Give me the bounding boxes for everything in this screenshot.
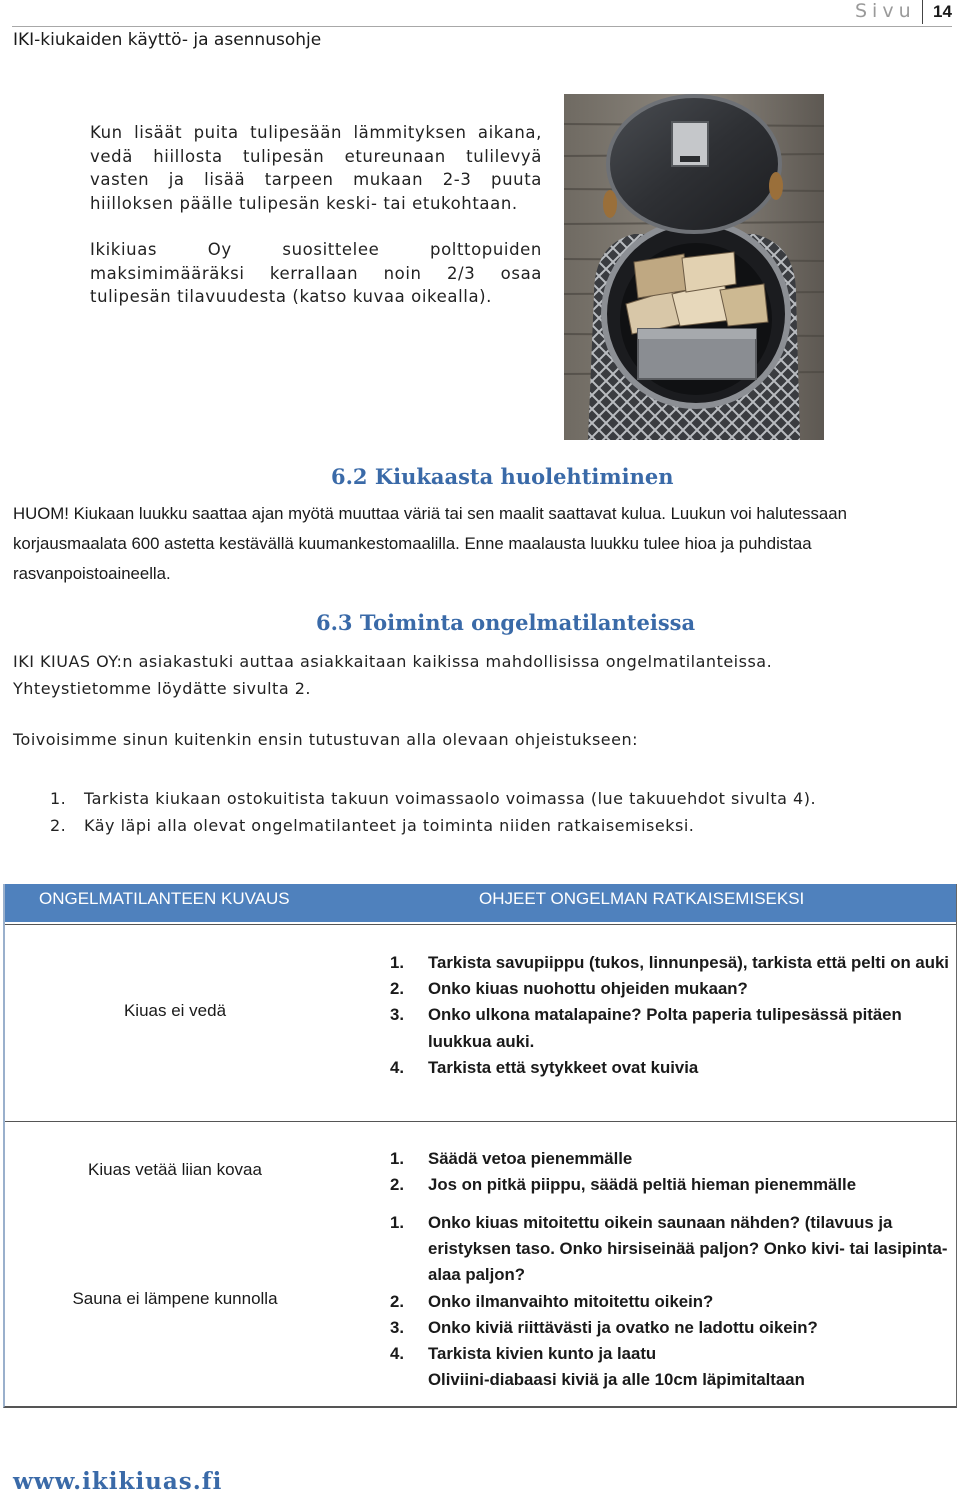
section-6-2-heading: 6.2 Kiukaasta huolehtiminen — [331, 464, 674, 489]
solution-text: Tarkista savupiippu (tukos, linnunpesä), tarkista että pelti on auki — [428, 953, 949, 972]
solution-text: Tarkista että sytykkeet ovat kuivia — [428, 1057, 699, 1077]
section-6-3-heading: 6.3 Toiminta ongelmatilanteissa — [316, 610, 696, 635]
solution-item — [390, 1210, 950, 1289]
solution-text: Onko kiuas nuohottu ohjeiden mukaan? — [428, 979, 748, 999]
solution-item — [390, 1367, 950, 1393]
instructions-intro: Toivoisimme sinun kuitenkin ensin tutustuvan alla olevaan ohjeistukseen: — [13, 730, 638, 749]
problem-cell: Kiuas ei vedä — [123, 1001, 227, 1020]
step-text: Käy läpi alla olevat ongelmatilanteet ja toiminta niiden ratkaisemiseksi. — [84, 816, 695, 835]
intro-paragraph-2: Ikikiuas Oy suosittelee polttopuiden maksimimääräksi kerrallaan noin 2/3 osaa tulipesän tilavuudesta (katso kuvaa oikealla). — [90, 240, 542, 306]
solution-item — [390, 1002, 950, 1054]
solution-text: Onko ulkona matalapaine? Polta paperia tulipesässä pitäen luukkua auki. — [428, 1005, 902, 1051]
intro-text — [90, 121, 542, 332]
solution-number: 1. — [390, 953, 404, 972]
step-text: Tarkista kiukaan ostokuitista takuun voimassaolo voimassa (lue takuuehdot sivulta 4). — [84, 789, 817, 808]
support-line-1: IKI KIUAS OY:n asiakastuki auttaa asiakkaitaan kaikissa mahdollisissa ongelmatilanteissa. — [13, 652, 773, 671]
solution-list — [390, 950, 950, 1081]
solution-item — [390, 1341, 950, 1367]
step-item — [13, 785, 816, 812]
solution-number: 2. — [390, 1291, 404, 1311]
solution-number: 3. — [390, 1005, 404, 1025]
steps-list — [13, 785, 816, 839]
intro-paragraph-1: Kun lisäät puita tulipesään lämmityksen aikana, vedä hiillosta tulipesän etureunaan tulilevyä vasten ja lisää tarpeen mukaan 2-3 puuta hiilloksen päälle tulipesän keski- tai etukohtaan. — [90, 123, 542, 213]
solution-number: 2. — [390, 1175, 404, 1195]
solution-number: 4. — [390, 1344, 404, 1364]
step-number: 2. — [50, 816, 67, 835]
column-header-solution: OHJEET ONGELMAN RATKAISEMISEKSI — [479, 889, 805, 908]
page-number: 14 — [922, 0, 960, 24]
solution-text: Oliviini-diabaasi kiviä ja alle 10cm läpimitaltaan — [428, 1370, 805, 1390]
page-label: Sivu — [855, 0, 916, 22]
solution-item — [390, 1172, 950, 1198]
support-line-2: Yhteystietomme löydätte sivulta 2. — [13, 679, 311, 698]
stove-photo — [564, 94, 824, 440]
section-6-2-text: HUOM! Kiukaan luukku saattaa ajan myötä muuttaa väriä tai sen maalit saattavat kulua. Luukun voi halutessaan korjausmaalata 600 astetta kestävällä kuumankestomaalilla. Enne maalausta luukku tulee hioa ja puhdistaa rasvanpoistoaineella. — [13, 504, 847, 583]
solution-number: 1. — [390, 1149, 404, 1168]
solution-item — [390, 1289, 950, 1315]
solution-text: Onko kiuas mitoitettu oikein saunaan nähden? (tilavuus ja eristyksen taso. Onko hirsiseinää paljon? Onko kivi- tai lasipinta-alaa paljon? — [428, 1213, 948, 1285]
solution-item — [390, 1315, 950, 1341]
solution-number: 4. — [390, 1057, 404, 1077]
solution-item — [390, 1146, 950, 1172]
troubleshooting-table — [3, 884, 957, 1408]
problem-cell: Sauna ei lämpene kunnolla — [72, 1289, 278, 1308]
row-divider — [5, 924, 956, 925]
solution-number: 1. — [390, 1213, 404, 1232]
step-item — [13, 812, 816, 839]
solution-item — [390, 1055, 950, 1081]
step-number: 1. — [50, 789, 67, 808]
table-header — [5, 884, 956, 922]
solution-text: Onko ilmanvaihto mitoitettu oikein? — [428, 1291, 714, 1311]
problem-cell: Kiuas vetää liian kovaa — [88, 1160, 262, 1179]
solution-text: Onko kiviä riittävästi ja ovatko ne ladottu oikein? — [428, 1317, 818, 1337]
document-title: IKI-kiukaiden käyttö- ja asennusohje — [13, 30, 322, 50]
solution-item — [390, 950, 950, 976]
solution-number: 3. — [390, 1317, 404, 1337]
header-rule — [12, 26, 952, 27]
footer-website-link[interactable]: www.ikikiuas.fi — [13, 1468, 223, 1495]
solution-list — [390, 1210, 950, 1393]
solution-text: Tarkista kivien kunto ja laatu — [428, 1344, 657, 1364]
solution-list — [390, 1146, 950, 1198]
solution-text: Jos on pitkä piippu, säädä peltiä hieman pienemmälle — [428, 1175, 857, 1195]
solution-text: Säädä vetoa pienemmälle — [428, 1149, 633, 1168]
support-text — [13, 648, 953, 702]
column-header-problem: ONGELMATILANTEEN KUVAUS — [39, 889, 290, 908]
solution-number: 2. — [390, 979, 404, 999]
row-divider — [5, 1121, 956, 1122]
solution-item — [390, 976, 950, 1002]
